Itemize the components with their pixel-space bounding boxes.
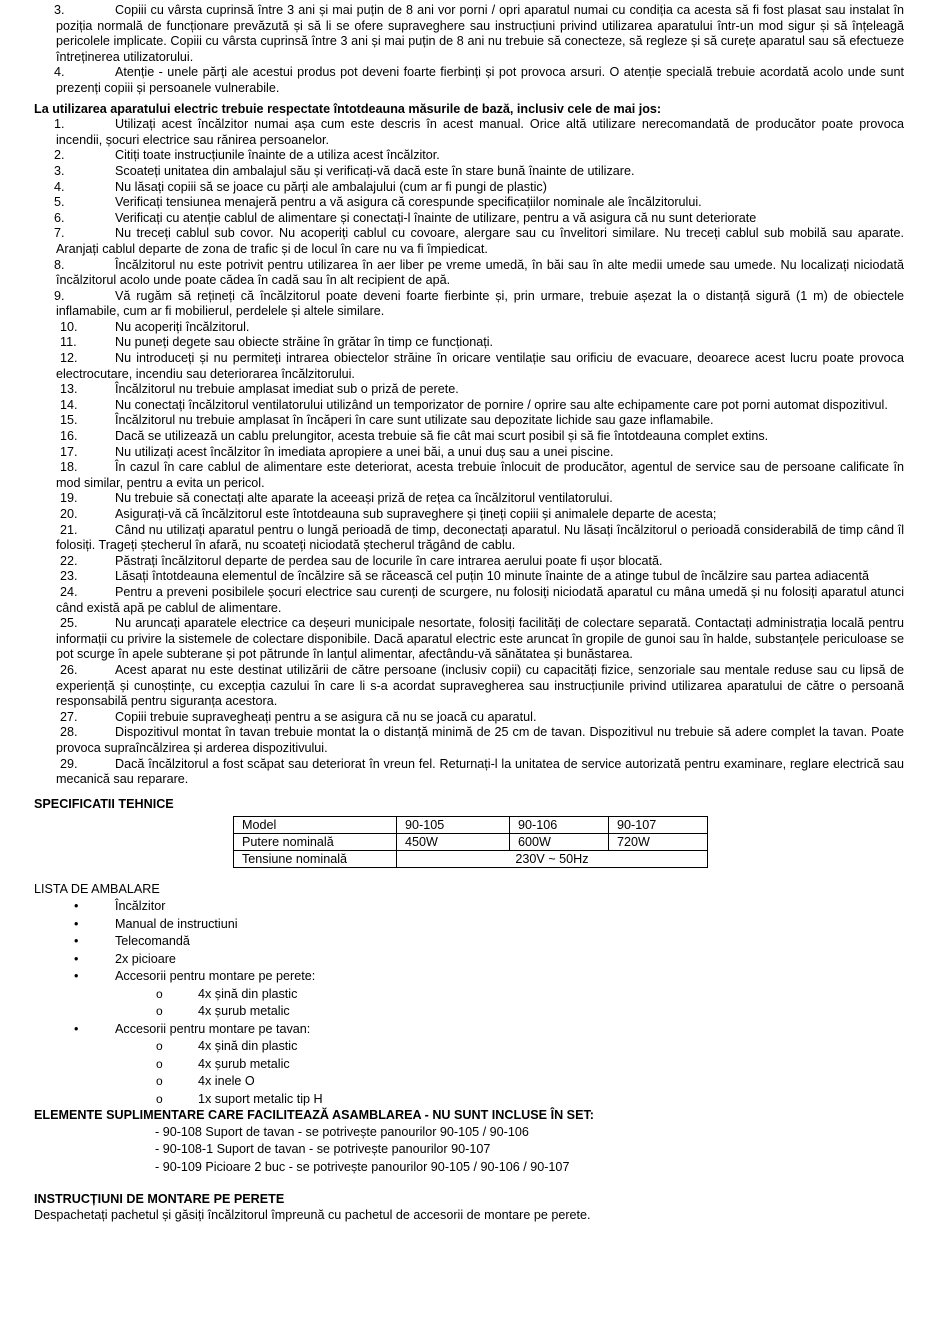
item-text: Încălzitorul nu trebuie amplasat imediat sub o priză de perete. [115,382,459,397]
list-item [34,320,904,336]
specs-cell: Tensiune nominală [234,851,397,868]
item-number: 13. [60,382,78,397]
item-number: 4. [54,179,65,194]
circle-bullet-icon: o [156,1074,163,1089]
list-item [34,164,904,180]
item-text: În cazul în care cablul de alimentare este deteriorat, acesta trebuie înlocuit de producător, agentul de service sau de persoane calificate în mod similar, pentru a evita un pericol. [56,460,904,490]
item-text: Lăsați întotdeauna elementul de încălzire să se răcească cel puțin 10 minute înainte de a atinge tubul de încălzire sau partea adiacentă [115,569,870,584]
warnings-list-top [34,3,904,97]
list-item: o 1x suport metalic tip H [34,1091,904,1109]
list-item: o 4x inele O [34,1073,904,1091]
item-text: Acest aparat nu este destinat utilizării de către persoane (inclusiv copii) cu capacități fizice, senzoriale sau mentale reduse sau cu lipsă de experiență și cunoștințe, cu excepția cazului în care li s-a acordat supravegherea sau instrucțiunile privind utilizarea aparatului de către o persoană responsabilă pentru siguranța acestora. [56,662,904,709]
list-item [34,195,904,211]
list-item [34,725,904,756]
bullet-icon: • [74,951,79,966]
item-text: Copiii cu vârsta cuprinsă între 3 ani și mai puțin de 8 ani vor porni / opri aparatul numai cu condiția ca acesta să fi fost plasat sau instalat în poziția normală de funcționare prevăzută și să li se ofere supraveghere sau instrucțiuni privind utilizarea aparatului într-un mod sigur și să înțeleagă pericolele implicate. Copiii cu vârsta cuprinsă între 3 ani și mai puțin de 8 ani nu trebuie să conecteze, să regleze și să curețe aparatul sau să efectueze întreținerea utilizatorului. [56,3,904,64]
item-text: Atenție - unele părți ale acestui produs pot deveni foarte fierbinți și pot provoca arsuri. O atenție specială trebuie acordată acolo unde sunt prezenți copiii și persoanele vulnerabile. [56,65,904,95]
specs-cell: Putere nominală [234,834,397,851]
item-number: 22. [60,553,78,568]
item-number: 9. [54,288,65,303]
mounting-text: Despachetați pachetul și găsiți încălzitorul împreună cu pachetul de accesorii de montare pe perete. [34,1207,591,1222]
item-number: 16. [60,429,78,444]
specs-row-power [234,834,708,851]
list-item [34,382,904,398]
list-item [34,65,904,96]
item-number: 27. [60,709,78,724]
list-item: - 90-108-1 Suport de tavan - se potrivește panourilor 90-107 [155,1142,491,1157]
item-text: Nu acoperiți încălzitorul. [115,319,250,334]
item-text: Nu treceți cablul sub covor. Nu acoperiți cablul cu covoare, alergare sau cu învelitori similare. Nu treceți cablul sub mobilă sau aparate. Aranjați cablul departe de zona de trafic și de locul în care nu va fi împiedicat. [56,226,904,256]
bullet-icon: • [74,899,79,914]
specs-row-voltage [234,851,708,868]
item-text: Încălzitorul nu trebuie amplasat în încăperi în care sunt utilizate sau depozitate lichide sau gaze inflamabile. [115,413,714,428]
item-number: 15. [60,413,78,428]
item-number: 14. [60,397,78,412]
list-item [34,569,904,585]
item-text: Nu utilizați acest încălzitor în imediata apropiere a unei băi, a unui duș sau a unei piscine. [115,444,614,459]
specs-cell: 230V ~ 50Hz [397,851,708,868]
circle-bullet-icon: o [156,1039,163,1054]
list-item [34,710,904,726]
item-number: 6. [54,210,65,225]
packing-heading: LISTA DE AMBALARE [34,882,160,897]
item-text: Păstrați încălzitorul departe de perdea sau de locurile în care intrarea aerului poate fi ușor blocată. [115,553,663,568]
specs-row-model [234,817,708,834]
list-item [34,3,904,65]
list-item: • Manual de instructiuni [34,916,904,934]
circle-bullet-icon: o [156,1004,163,1019]
list-item: • Accesorii pentru montare pe perete: [34,968,904,986]
list-item: • Accesorii pentru montare pe tavan: [34,1021,904,1039]
item-number: 18. [60,460,78,475]
specs-cell: 600W [510,834,609,851]
item-number: 26. [60,662,78,677]
item-number: 8. [54,257,65,272]
item-number: 19. [60,491,78,506]
item-number: 5. [54,195,65,210]
bullet-icon: • [74,969,79,984]
list-item [34,289,904,320]
list-item [34,351,904,382]
item-text: Nu conectați încălzitorul ventilatorului utilizând un temporizator de pornire / oprire sau alte echipamente care pot porni automat dispozitivul. [115,397,888,412]
list-item [34,507,904,523]
list-item [34,491,904,507]
item-number: 21. [60,522,78,537]
item-number: 23. [60,569,78,584]
list-item: o 4x șurub metalic [34,1056,904,1074]
list-item [34,398,904,414]
list-item: • Telecomandă [34,933,904,951]
item-text: Dacă se utilizează un cablu prelungitor, acesta trebuie să fie cât mai scurt posibil și să fie întotdeauna complet extins. [115,429,769,444]
item-text: Nu aruncați aparatele electrice ca deșeuri municipale nesortate, folosiți facilități de colectare separată. Contactați administrația locală pentru informații cu privire la sistemele de colectare disponibile. Dacă aparatul electric este aruncat în gropile de gunoi sau în halde, substanțele periculoase se pot scurge în apele subterane și pot pătrunde în lanțul alimentar, afectându-vă sănătatea și bunăstarea. [56,616,904,662]
bullet-icon: • [74,934,79,949]
item-text: Asigurați-vă că încălzitorul este întotdeauna sub supraveghere și țineți copiii și animalele departe de acesta; [115,507,717,521]
item-text: Vă rugăm să rețineți că încălzitorul poate deveni foarte fierbinte și, prin urmare, trebuie așezat la o distanță sigură (1 m) de obiectele inflamabile, cum ar fi mobilierul, perdelele și altele similare. [56,288,904,319]
item-number: 4. [54,65,65,80]
bullet-icon: • [74,916,79,931]
list-item: - 90-108 Suport de tavan - se potrivește panourilor 90-105 / 90-106 [155,1124,529,1139]
wall-accessories-list [34,986,904,1021]
mounting-heading: INSTRUCȚIUNI DE MONTARE PE PERETE [34,1192,285,1207]
item-text: Citiți toate instrucțiunile înainte de a utiliza acest încălzitor. [115,148,440,163]
specs-cell: 450W [397,834,510,851]
specs-cell: 720W [609,834,708,851]
item-text: Dacă încălzitorul a fost scăpat sau deteriorat în vreun fel. Returnați-l la unitatea de service autorizată pentru examinare, reglare electrică sau mecanică sau reparare. [56,756,904,787]
list-item [34,117,904,148]
specs-table [233,816,708,868]
item-number: 12. [60,351,78,366]
list-item [34,226,904,257]
safety-list [34,117,904,788]
list-item [34,413,904,429]
list-item [34,460,904,491]
extras-heading: ELEMENTE SUPLIMENTARE CARE FACILITEAZĂ ASAMBLAREA - NU SUNT INCLUSE ÎN SET: [34,1108,594,1123]
list-item [34,148,904,164]
list-item [34,429,904,445]
bullet-icon: • [74,1021,79,1036]
list-item [34,211,904,227]
item-text: Pentru a preveni posibilele șocuri electrice sau curenți de scurgere, nu folosiți niciodată aparatul cu mâna umedă și nu folosiți aparatul atunci când există apă pe cablul de alimentare. [56,584,904,615]
extras-list [34,1124,904,1177]
circle-bullet-icon: o [156,986,163,1001]
item-text: Nu introduceți și nu permiteți intrarea obiectelor străine în oricare ventilație sau orificiu de evacuare, deoarece acest lucru poate provoca electrocutare, incendiu sau deteriorarea încălzitorului. [56,351,904,381]
list-item: - 90-109 Picioare 2 buc - se potrivește panourilor 90-105 / 90-106 / 90-107 [155,1159,570,1174]
item-number: 3. [54,3,65,17]
item-text: Scoateți unitatea din ambalajul său și verificați-vă dacă este în stare bună înainte de utilizare. [115,163,635,178]
list-item [34,335,904,351]
item-text: Utilizați acest încălzitor numai așa cum este descris în acest manual. Orice altă utilizare nerecomandată de producător poate provoca incendii, șocuri electrice sau rănirea persoanelor. [56,117,904,147]
specs-cell: 90-105 [397,817,510,834]
list-item [34,445,904,461]
list-item [34,523,904,554]
item-text: Copiii trebuie supravegheați pentru a se asigura că nu se joacă cu aparatul. [115,709,537,724]
item-text: Când nu utilizați aparatul pentru o lungă perioadă de timp, deconectați aparatul. Nu lăsați încălzitorul o perioadă considerabilă de timp când îl folosiți. Trageți ștecherul în afară, nu scoateți niciodată ștecherul trăgând de cablu. [56,522,904,553]
list-item: • 2x picioare [34,951,904,969]
item-text: Verificați tensiunea menajeră pentru a vă asigura că corespunde specificațiilor nominale ale încălzitorului. [115,195,702,210]
item-text: Nu trebuie să conectați alte aparate la aceeași priză de rețea ca încălzitorul ventilatorului. [115,491,613,506]
list-item [34,554,904,570]
item-number: 29. [60,756,78,771]
item-text: Dispozitivul montat în tavan trebuie montat la o distanță minimă de 25 cm de tavan. Dispozitivul nu trebuie să adere complet la tavan. Poate provoca supraîncălzirea și arderea dispozitivului. [56,725,904,755]
list-item [34,585,904,616]
item-number: 17. [60,444,78,459]
list-item: o 4x șină din plastic [34,1038,904,1056]
item-number: 11. [60,335,77,350]
item-number: 28. [60,725,78,740]
specs-cell: Model [234,817,397,834]
list-item: o 4x șurub metalic [34,1003,904,1021]
item-number: 7. [54,226,65,241]
item-number: 3. [54,163,65,178]
item-text: Verificați cu atenție cablul de alimentare și conectați-l înainte de utilizare, pentru a vă asigura că nu sunt deteriorate [115,210,757,225]
list-item: o 4x șină din plastic [34,986,904,1004]
ceiling-accessories-list [34,1038,904,1108]
safety-heading: La utilizarea aparatului electric trebuie respectate întotdeauna măsurile de bază, inclusiv cele de mai jos: [34,101,662,116]
specs-heading: SPECIFICATII TEHNICE [34,796,174,811]
item-number: 20. [60,507,78,521]
item-text: Încălzitorul nu este potrivit pentru utilizarea în aer liber pe vreme umedă, în băi sau în alte medii umede sau umede. Nu localizați niciodată încălzitorul acolo unde poate cădea în cadă sau în alt recipient de apă. [56,257,904,288]
specs-cell: 90-106 [510,817,609,834]
circle-bullet-icon: o [156,1091,163,1106]
packing-list-ceiling [34,1021,904,1039]
list-item [34,258,904,289]
item-number: 1. [54,117,65,132]
specs-cell: 90-107 [609,817,708,834]
list-item [34,180,904,196]
item-number: 24. [60,584,78,599]
list-item [34,616,904,663]
circle-bullet-icon: o [156,1056,163,1071]
item-text: Nu puneți degete sau obiecte străine în grătar în timp ce funcționați. [115,335,494,350]
document-page [34,3,904,1224]
list-item: • Încălzitor [34,898,904,916]
item-number: 10. [60,319,78,334]
list-item [34,757,904,788]
list-item [34,663,904,710]
packing-list [34,898,904,986]
item-number: 25. [60,616,78,631]
item-number: 2. [54,148,65,163]
item-text: Nu lăsați copiii să se joace cu părți ale ambalajului (cum ar fi pungi de plastic) [115,179,547,194]
